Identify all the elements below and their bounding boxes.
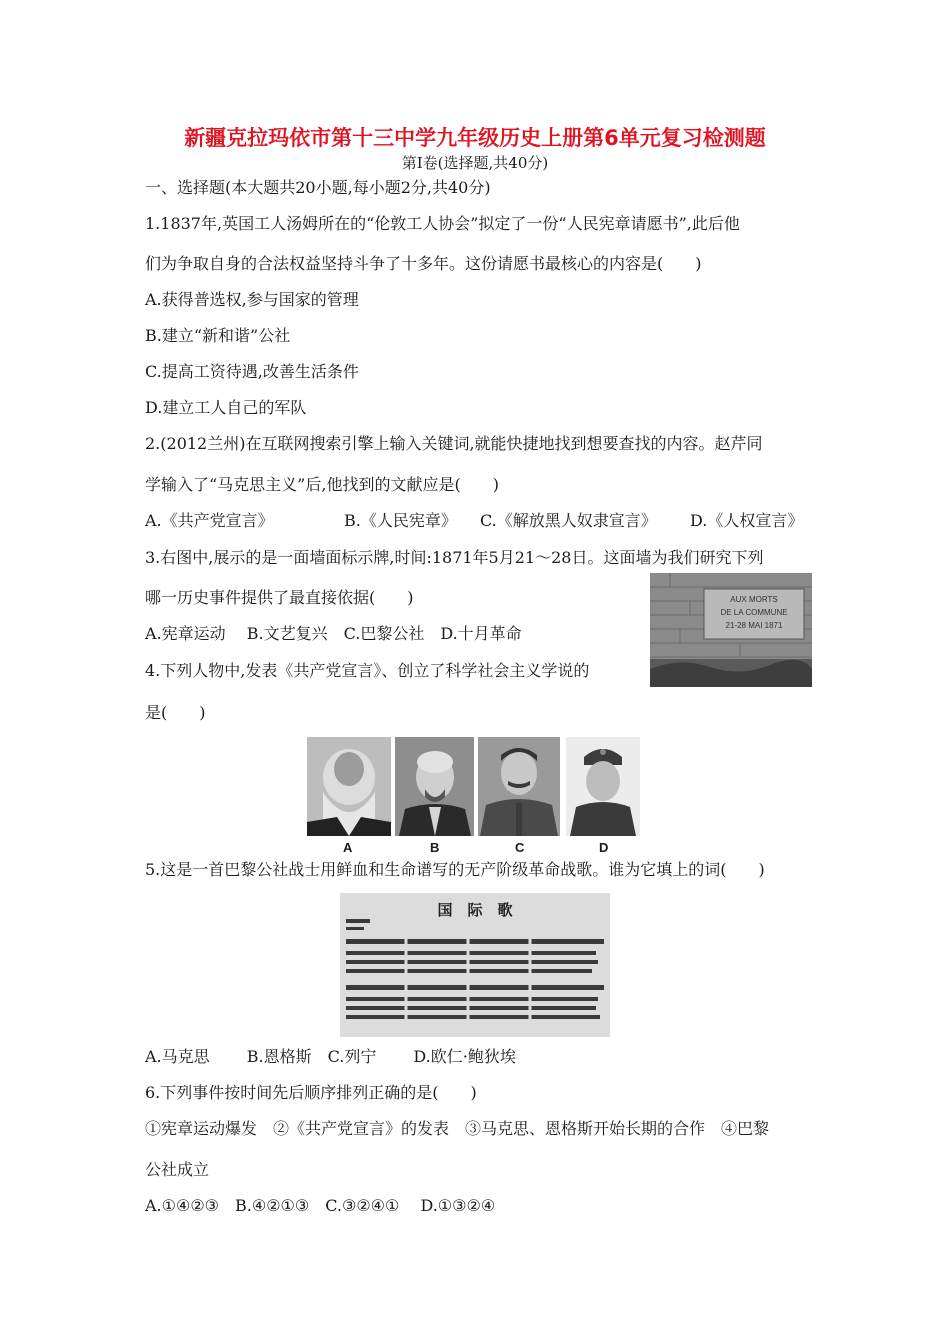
document-title: 新疆克拉玛依市第十三中学九年级历史上册第6单元复习检测题 — [184, 126, 766, 150]
q2-line2: 学输入了“马克思主义”后,他找到的文献应是( ) — [145, 475, 499, 494]
portrait-c — [478, 737, 560, 836]
q1-option-c: C.提高工资待遇,改善生活条件 — [145, 362, 359, 381]
plaque-line-3: 21-28 MAI 1871 — [725, 621, 783, 630]
q3-line2: 哪一历史事件提供了最直接依据( ) — [145, 588, 414, 607]
q6-options: A.①④②③ B.④②①③ C.③②④① D.①③②④ — [145, 1196, 496, 1215]
section-heading: 一、选择题(本大题共20小题,每小题2分,共40分) — [145, 178, 491, 197]
q4-line1: 4.下列人物中,发表《共产党宣言》、创立了科学社会主义学说的 — [145, 661, 590, 680]
plaque-line-2: DE LA COMMUNE — [720, 608, 788, 617]
portrait-b — [395, 737, 474, 836]
q4-line2: 是( ) — [145, 703, 206, 722]
q2-line1: 2.(2012兰州)在互联网搜索引擎上输入关键词,就能快捷地找到想要查找的内容。赵芹同 — [145, 434, 763, 453]
portrait-label-b: B — [430, 840, 440, 855]
score-notation — [340, 893, 610, 1037]
q2-option-c: C.《解放黑人奴隶宣言》 — [480, 511, 657, 530]
q1-option-d: D.建立工人自己的军队 — [145, 398, 307, 417]
q2-option-a: A.《共产党宣言》 — [145, 511, 274, 530]
commune-wall-photo — [650, 573, 812, 687]
q2-option-d: D.《人权宣言》 — [690, 511, 804, 530]
portrait-d — [566, 737, 640, 836]
q6-line3: 公社成立 — [145, 1160, 210, 1179]
q6-line1: 6.下列事件按时间先后顺序排列正确的是( ) — [145, 1083, 477, 1102]
q5-options: A.马克思 B.恩格斯 C.列宁 D.欧仁·鲍狄埃 — [145, 1047, 516, 1066]
portrait-a — [307, 737, 391, 836]
internationale-score — [340, 893, 610, 1037]
q1-line2: 们为争取自身的合法权益坚持斗争了十多年。这份请愿书最核心的内容是( ) — [145, 254, 702, 273]
plaque-line-1: AUX MORTS — [730, 595, 778, 604]
score-title: 国 际 歌 — [437, 901, 513, 919]
q3-line1: 3.右图中,展示的是一面墙面标示牌,时间:1871年5月21～28日。这面墙为我们研究下列 — [145, 548, 764, 567]
portrait-label-d: D — [599, 840, 609, 855]
document-subtitle: 第Ⅰ卷(选择题,共40分) — [401, 154, 549, 172]
portrait-label-a: A — [343, 840, 353, 855]
q6-line2: ①宪章运动爆发 ②《共产党宣言》的发表 ③马克思、恩格斯开始长期的合作 ④巴黎 — [145, 1119, 770, 1138]
q1-option-b: B.建立“新和谐”公社 — [145, 326, 291, 345]
q1-line1: 1.1837年,英国工人汤姆所在的“伦敦工人协会”拟定了一份“人民宪章请愿书”,此后他 — [145, 214, 740, 233]
q5-line1: 5.这是一首巴黎公社战士用鲜血和生命谱写的无产阶级革命战歌。谁为它填上的词( ) — [145, 860, 765, 879]
portrait-label-c: C — [515, 840, 525, 855]
q1-option-a: A.获得普选权,参与国家的管理 — [145, 290, 359, 309]
q3-options: A.宪章运动 B.文艺复兴 C.巴黎公社 D.十月革命 — [145, 624, 522, 643]
q2-option-b: B.《人民宪章》 — [344, 511, 457, 530]
